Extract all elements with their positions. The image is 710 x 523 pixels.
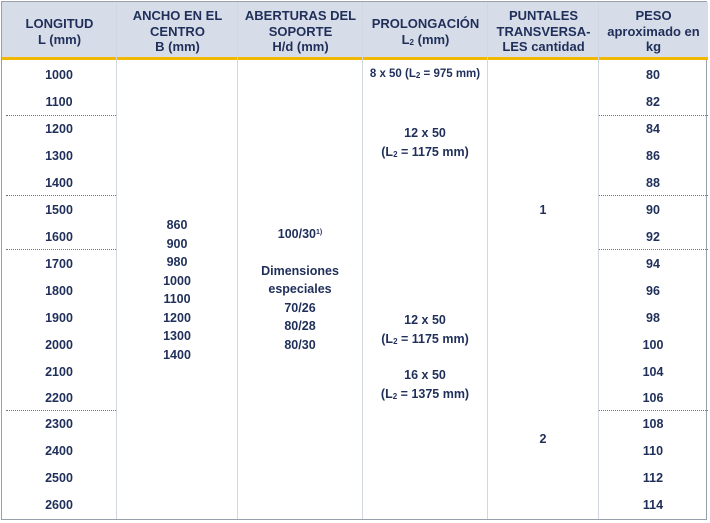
- prolongacion-line: [363, 385, 487, 407]
- longitud-value: 1900: [45, 311, 73, 325]
- peso-value: 98: [646, 311, 660, 325]
- header-puntales: [488, 2, 599, 57]
- ancho-value: 900: [166, 236, 188, 251]
- header-longitud: [2, 2, 117, 57]
- peso-value: 112: [642, 471, 664, 485]
- longitud-value: 1400: [45, 176, 73, 190]
- header-puntales-line2: TRANSVERSA-: [496, 23, 591, 39]
- header-prolongacion-sub: 2: [409, 37, 414, 47]
- header-aberturas-line3: H/d (mm): [272, 39, 329, 54]
- header-longitud-line1: LONGITUD: [25, 16, 94, 31]
- prolongacion-text: = 1375 mm): [397, 386, 470, 401]
- prolongacion-sub: 2: [415, 71, 421, 80]
- prolongacion-sub: 2: [393, 336, 398, 346]
- row-separator: [6, 410, 116, 411]
- header-prolongacion-line2: [363, 32, 488, 51]
- prolongacion-text: 12 x 50: [404, 126, 446, 140]
- aberturas-dim-value: 80/28: [284, 319, 316, 333]
- header-peso: [599, 2, 708, 57]
- peso-value: 104: [642, 365, 664, 379]
- longitud-value: 2300: [45, 417, 73, 431]
- prolongacion-sub: 2: [393, 149, 398, 159]
- peso-value: 108: [642, 417, 664, 431]
- header-puntales-line3: LES cantidad: [502, 39, 585, 54]
- row-separator: [599, 195, 708, 196]
- longitud-value: 1800: [45, 284, 73, 298]
- prolongacion-text: = 1175 mm): [397, 331, 469, 346]
- aberturas-dim-value: 80/30: [284, 337, 316, 352]
- ancho-value: 1400: [163, 347, 191, 362]
- longitud-value: 2100: [45, 365, 73, 379]
- header-aberturas-line2: SOPORTE: [268, 23, 333, 39]
- peso-value: 92: [646, 230, 660, 244]
- prolongacion-text: (L: [381, 144, 394, 159]
- header-prolongacion-l: L: [401, 31, 410, 47]
- prolongacion-value-4: [363, 366, 487, 406]
- prolongacion-sub: 2: [392, 391, 398, 401]
- longitud-value: 2400: [45, 444, 73, 458]
- ancho-value: 1100: [163, 292, 191, 306]
- prolongacion-value-1: [363, 67, 487, 83]
- longitud-value: 2500: [45, 471, 73, 485]
- prolongacion-text: = 1175 mm): [397, 144, 469, 159]
- spec-table: [1, 1, 707, 520]
- peso-value: 90: [646, 203, 660, 217]
- row-separator: [599, 115, 708, 116]
- prolongacion-line: [363, 143, 487, 165]
- prolongacion-text: 8 x 50 (L: [369, 68, 416, 80]
- header-peso-line3: kg: [645, 39, 662, 54]
- peso-value: 114: [642, 498, 664, 512]
- longitud-value: 1200: [45, 122, 73, 136]
- header-prolongacion: [363, 2, 488, 57]
- longitud-value: 2600: [45, 498, 73, 512]
- prolongacion-text: (L: [381, 331, 394, 346]
- table-header: [2, 2, 708, 60]
- prolongacion-text: 16 x 50: [404, 368, 446, 382]
- header-ancho: [117, 2, 238, 57]
- aberturas-main: [238, 224, 362, 244]
- row-separator: [6, 195, 116, 196]
- longitud-value: 1000: [45, 68, 73, 82]
- longitud-value: 1500: [45, 203, 73, 217]
- peso-value: 94: [646, 257, 660, 271]
- row-separator: [599, 249, 708, 250]
- ancho-value: 1000: [163, 273, 191, 288]
- aberturas-main-value: 100/30: [277, 227, 316, 241]
- prolongacion-text: = 975 mm): [420, 68, 481, 80]
- header-puntales-line1: PUNTALES: [508, 8, 579, 23]
- longitud-value: 2000: [45, 338, 73, 352]
- ancho-value: 1300: [163, 329, 191, 343]
- peso-value: 96: [646, 284, 660, 298]
- prolongacion-text: 12 x 50: [404, 313, 446, 327]
- column-divider: [598, 2, 599, 519]
- ancho-value: 980: [166, 255, 188, 269]
- peso-value: 84: [646, 122, 660, 136]
- longitud-value: 1700: [45, 257, 73, 271]
- peso-value: 80: [646, 68, 660, 82]
- header-ancho-line1: ANCHO EN EL: [132, 8, 223, 23]
- header-aberturas: [238, 2, 363, 57]
- aberturas-dim-value: 70/26: [284, 300, 316, 315]
- prolongacion-text: (L: [380, 386, 393, 401]
- row-separator: [6, 249, 116, 250]
- prolongacion-value-3: [363, 311, 487, 351]
- header-aberturas-line1: ABERTURAS DEL: [244, 8, 357, 23]
- longitud-value: 1100: [45, 95, 73, 109]
- prolongacion-line: [363, 330, 487, 352]
- aberturas-dims-title: Dimensiones: [261, 263, 339, 278]
- longitud-value: 2200: [45, 391, 73, 405]
- header-ancho-line3: B (mm): [155, 39, 200, 54]
- longitud-value: 1600: [45, 230, 73, 244]
- ancho-value: 1200: [163, 310, 191, 325]
- header-longitud-line2: L (mm): [37, 31, 82, 47]
- peso-value: 106: [642, 391, 664, 405]
- header-peso-line2: aproximado en: [607, 23, 700, 39]
- spacer: [238, 244, 362, 262]
- longitud-value: 1300: [45, 149, 73, 163]
- peso-value: 110: [642, 444, 664, 458]
- peso-value: 100: [642, 338, 664, 352]
- header-peso-line1: PESO: [635, 8, 672, 23]
- footnote-marker: 1): [316, 229, 323, 236]
- row-separator: [6, 115, 116, 116]
- prolongacion-value-2: [363, 124, 487, 164]
- puntales-value: 2: [539, 432, 547, 446]
- header-prolongacion-line1: PROLONGACIÓN: [371, 16, 480, 31]
- peso-value: 86: [646, 149, 660, 163]
- peso-value: 82: [646, 95, 660, 109]
- aberturas-dims-title: especiales: [268, 282, 332, 296]
- aberturas-cell: [238, 224, 362, 354]
- header-ancho-line2: CENTRO: [150, 23, 205, 39]
- puntales-value: 1: [539, 203, 547, 217]
- ancho-value: 860: [166, 218, 188, 232]
- ancho-list: [117, 216, 237, 364]
- row-separator: [599, 410, 708, 411]
- peso-value: 88: [646, 176, 660, 190]
- header-prolongacion-unit: (mm): [414, 31, 450, 47]
